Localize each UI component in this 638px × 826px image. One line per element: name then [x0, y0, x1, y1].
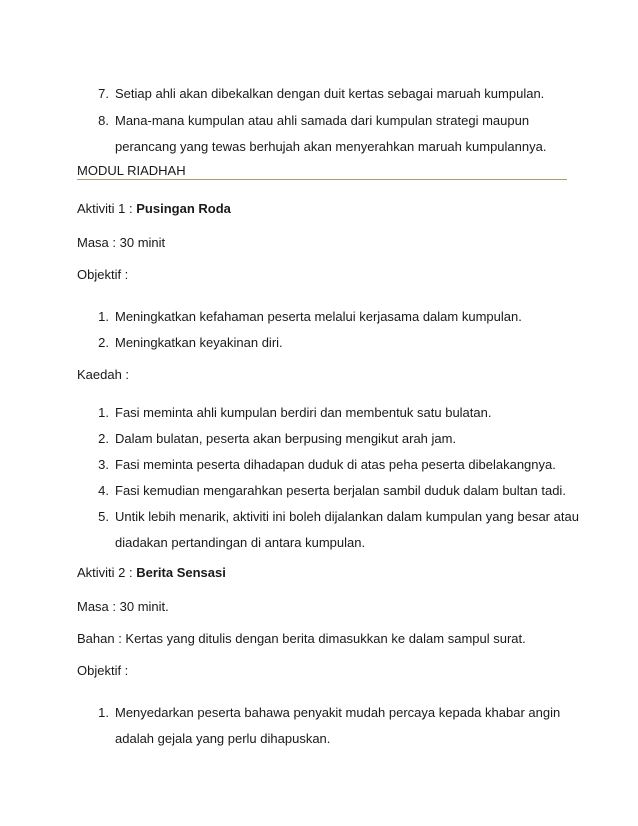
masa-line: Masa : 30 minit [77, 235, 166, 250]
list-item-text: Fasi meminta ahli kumpulan berdiri dan membentuk satu bulatan. [115, 405, 492, 420]
objektif-label: Objektif : [77, 267, 129, 282]
list-number: 2. [98, 431, 109, 446]
masa-line: Masa : 30 minit. [77, 599, 169, 614]
list-item-text: Meningkatkan keyakinan diri. [115, 335, 283, 350]
list-item-text: Untik lebih menarik, aktiviti ini boleh dijalankan dalam kumpulan yang besar atau [115, 509, 579, 524]
list-number: 5. [98, 509, 109, 524]
objektif-label: Objektif : [77, 663, 129, 678]
list-item-text: perancang yang tewas berhujah akan menyerahkan maruah kumpulannya. [115, 139, 547, 154]
list-number: 1. [98, 705, 109, 720]
list-number: 1. [98, 405, 109, 420]
list-item-text: Menyedarkan peserta bahawa penyakit mudah percaya kepada khabar angin [115, 705, 561, 720]
list-item-text: Setiap ahli akan dibekalkan dengan duit kertas sebagai maruah kumpulan. [115, 86, 545, 101]
list-item-text: Mana-mana kumpulan atau ahli samada dari kumpulan strategi maupun [115, 113, 530, 128]
bahan-line: Bahan : Kertas yang ditulis dengan berita dimasukkan ke dalam sampul surat. [77, 631, 526, 646]
list-number: 3. [98, 457, 109, 472]
activity-title: Pusingan Roda [136, 201, 231, 216]
list-number: 7. [98, 86, 109, 101]
activity-heading [77, 201, 231, 216]
list-item-text: Fasi meminta peserta dihadapan duduk di atas peha peserta dibelakangnya. [115, 457, 556, 472]
list-item-text: diadakan pertandingan di antara kumpulan. [115, 535, 366, 550]
list-item-text: Dalam bulatan, peserta akan berpusing mengikut arah jam. [115, 431, 457, 446]
section-heading: MODUL RIADHAH [77, 163, 186, 178]
heading-underline [77, 179, 567, 180]
list-item-text: Meningkatkan kefahaman peserta melalui kerjasama dalam kumpulan. [115, 309, 522, 324]
list-number: 2. [98, 335, 109, 350]
activity-heading [77, 565, 226, 580]
list-number: 4. [98, 483, 109, 498]
list-number: 1. [98, 309, 109, 324]
list-item-text: Fasi kemudian mengarahkan peserta berjalan sambil duduk dalam bultan tadi. [115, 483, 566, 498]
list-number: 8. [98, 113, 109, 128]
activity-title: Berita Sensasi [136, 565, 226, 580]
list-item-text: adalah gejala yang perlu dihapuskan. [115, 731, 331, 746]
activity-label: Aktiviti 2 : [77, 565, 137, 580]
kaedah-label: Kaedah : [77, 367, 130, 382]
activity-label: Aktiviti 1 : [77, 201, 137, 216]
